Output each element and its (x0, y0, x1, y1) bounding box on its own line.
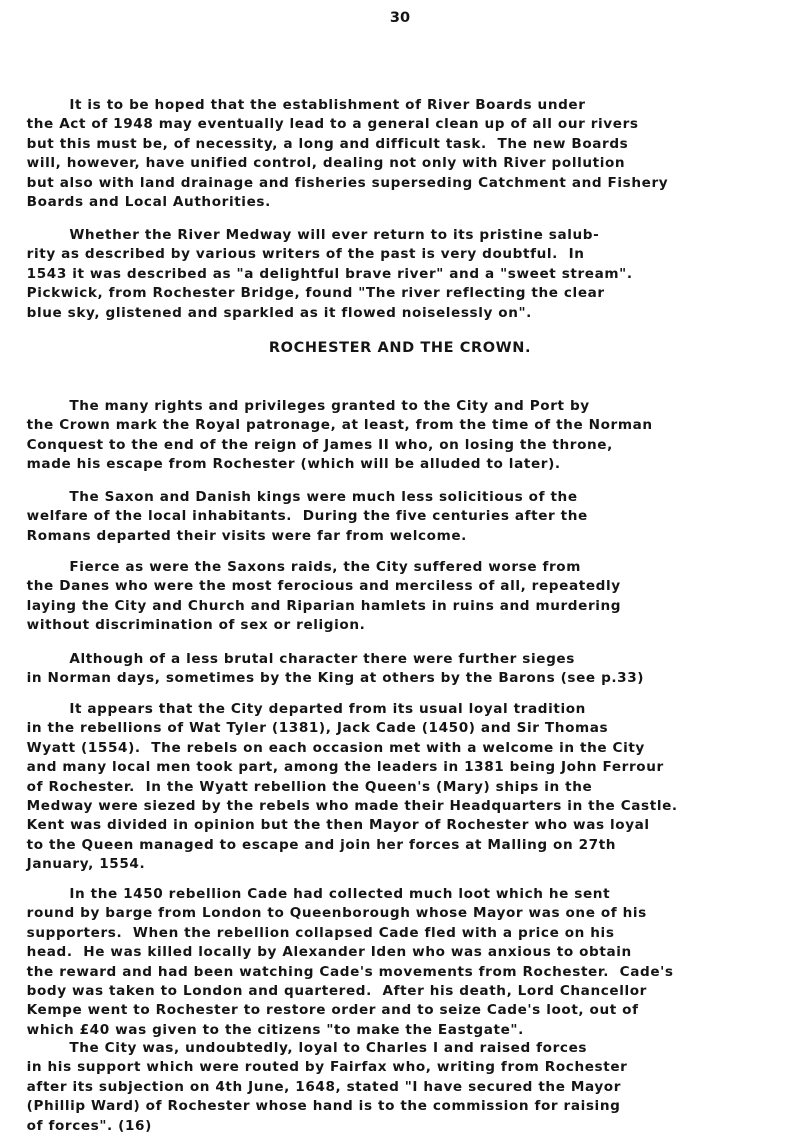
paragraph-medway-salubrity: Whether the River Medway will ever return to its pristine salub- rity as described by various writers of the past is very doubtful. In 1543 it was described as "a delightful brave river" and a "sweet stream". Pickwick, from Rochester Bridge, found "The river reflecting the clear blue sky, glistened and sparkled as it flowed noiselessly on". (26, 227, 633, 321)
paragraph-saxon-danish-kings: The Saxon and Danish kings were much less solicitious of the welfare of the local inhabitants. During the five centuries after the Romans departed their visits were far from welcome. (26, 489, 588, 544)
paragraph-river-boards: It is to be hoped that the establishment of River Boards under the Act of 1948 may eventually lead to a general clean up of all our rivers but this must be, of necessity, a long and difficult task. The new Boards will, however, have unified control, dealing not only with River pollution but also with land drainage and fisheries superseding Catchment and Fishery Boards and Local Authorities. (26, 97, 669, 211)
paragraph-saxon-raids: Fierce as were the Saxons raids, the City suffered worse from the Danes who were the most ferocious and merciless of all, repeatedly laying the City and Church and Riparian hamlets in ruins and murdering without discrimination of sex or religion. (26, 559, 622, 634)
page-number: 30 (389, 10, 411, 26)
paragraph-royal-privileges: The many rights and privileges granted to the City and Port by the Crown mark the Royal patronage, at least, from the time of the Norman Conquest to the end of the reign of James II who, on losing the throne, made his escape from Rochester (which will be alluded to later). (26, 398, 653, 473)
paragraph-charles-loyalty: The City was, undoubtedly, loyal to Charles I and raised forces in his support which were routed by Fairfax who, writing from Rochester after its subjection on 4th June, 1648, stated "I have secured the Mayor (Phillip Ward) of Rochester whose hand is to the commission for raising of forces". (16) (26, 1040, 628, 1134)
section-heading: ROCHESTER AND THE CROWN. (268, 340, 532, 356)
paragraph-cade-rebellion: In the 1450 rebellion Cade had collected much loot which he sent round by barge from London to Queenborough whose Mayor was one of his supporters. When the rebellion collapsed Cade fled with a price on his head. He was killed locally by Alexander Iden who was anxious to obtain the reward and had been watching Cade's movements from Rochester. Cade's body was taken to London and quartered. After his death, Lord Chancellor Kempe went to Rochester to restore order and to seize Cade's loot, out of which £40 was given to the citizens "to make the Eastgate". (26, 886, 674, 1038)
paragraph-rebellions: It appears that the City departed from its usual loyal tradition in the rebellions of Wat Tyler (1381), Jack Cade (1450) and Sir Thomas Wyatt (1554). The rebels on each occasion met with a welcome in the City and many local men took part, among the leaders in 1381 being John Ferrour of Rochester. In the Wyatt rebellion the Queen's (Mary) ships in the Medway were siezed by the rebels who made their Headquarters in the Castle. Kent was divided in opinion but the then Mayor of Rochester who was loyal to the Queen managed to escape and join her forces at Malling on 27th January, 1554. (26, 701, 678, 873)
paragraph-norman-sieges: Although of a less brutal character there were further sieges in Norman days, sometimes by the King at others by the Barons (see p.33) (26, 651, 645, 687)
